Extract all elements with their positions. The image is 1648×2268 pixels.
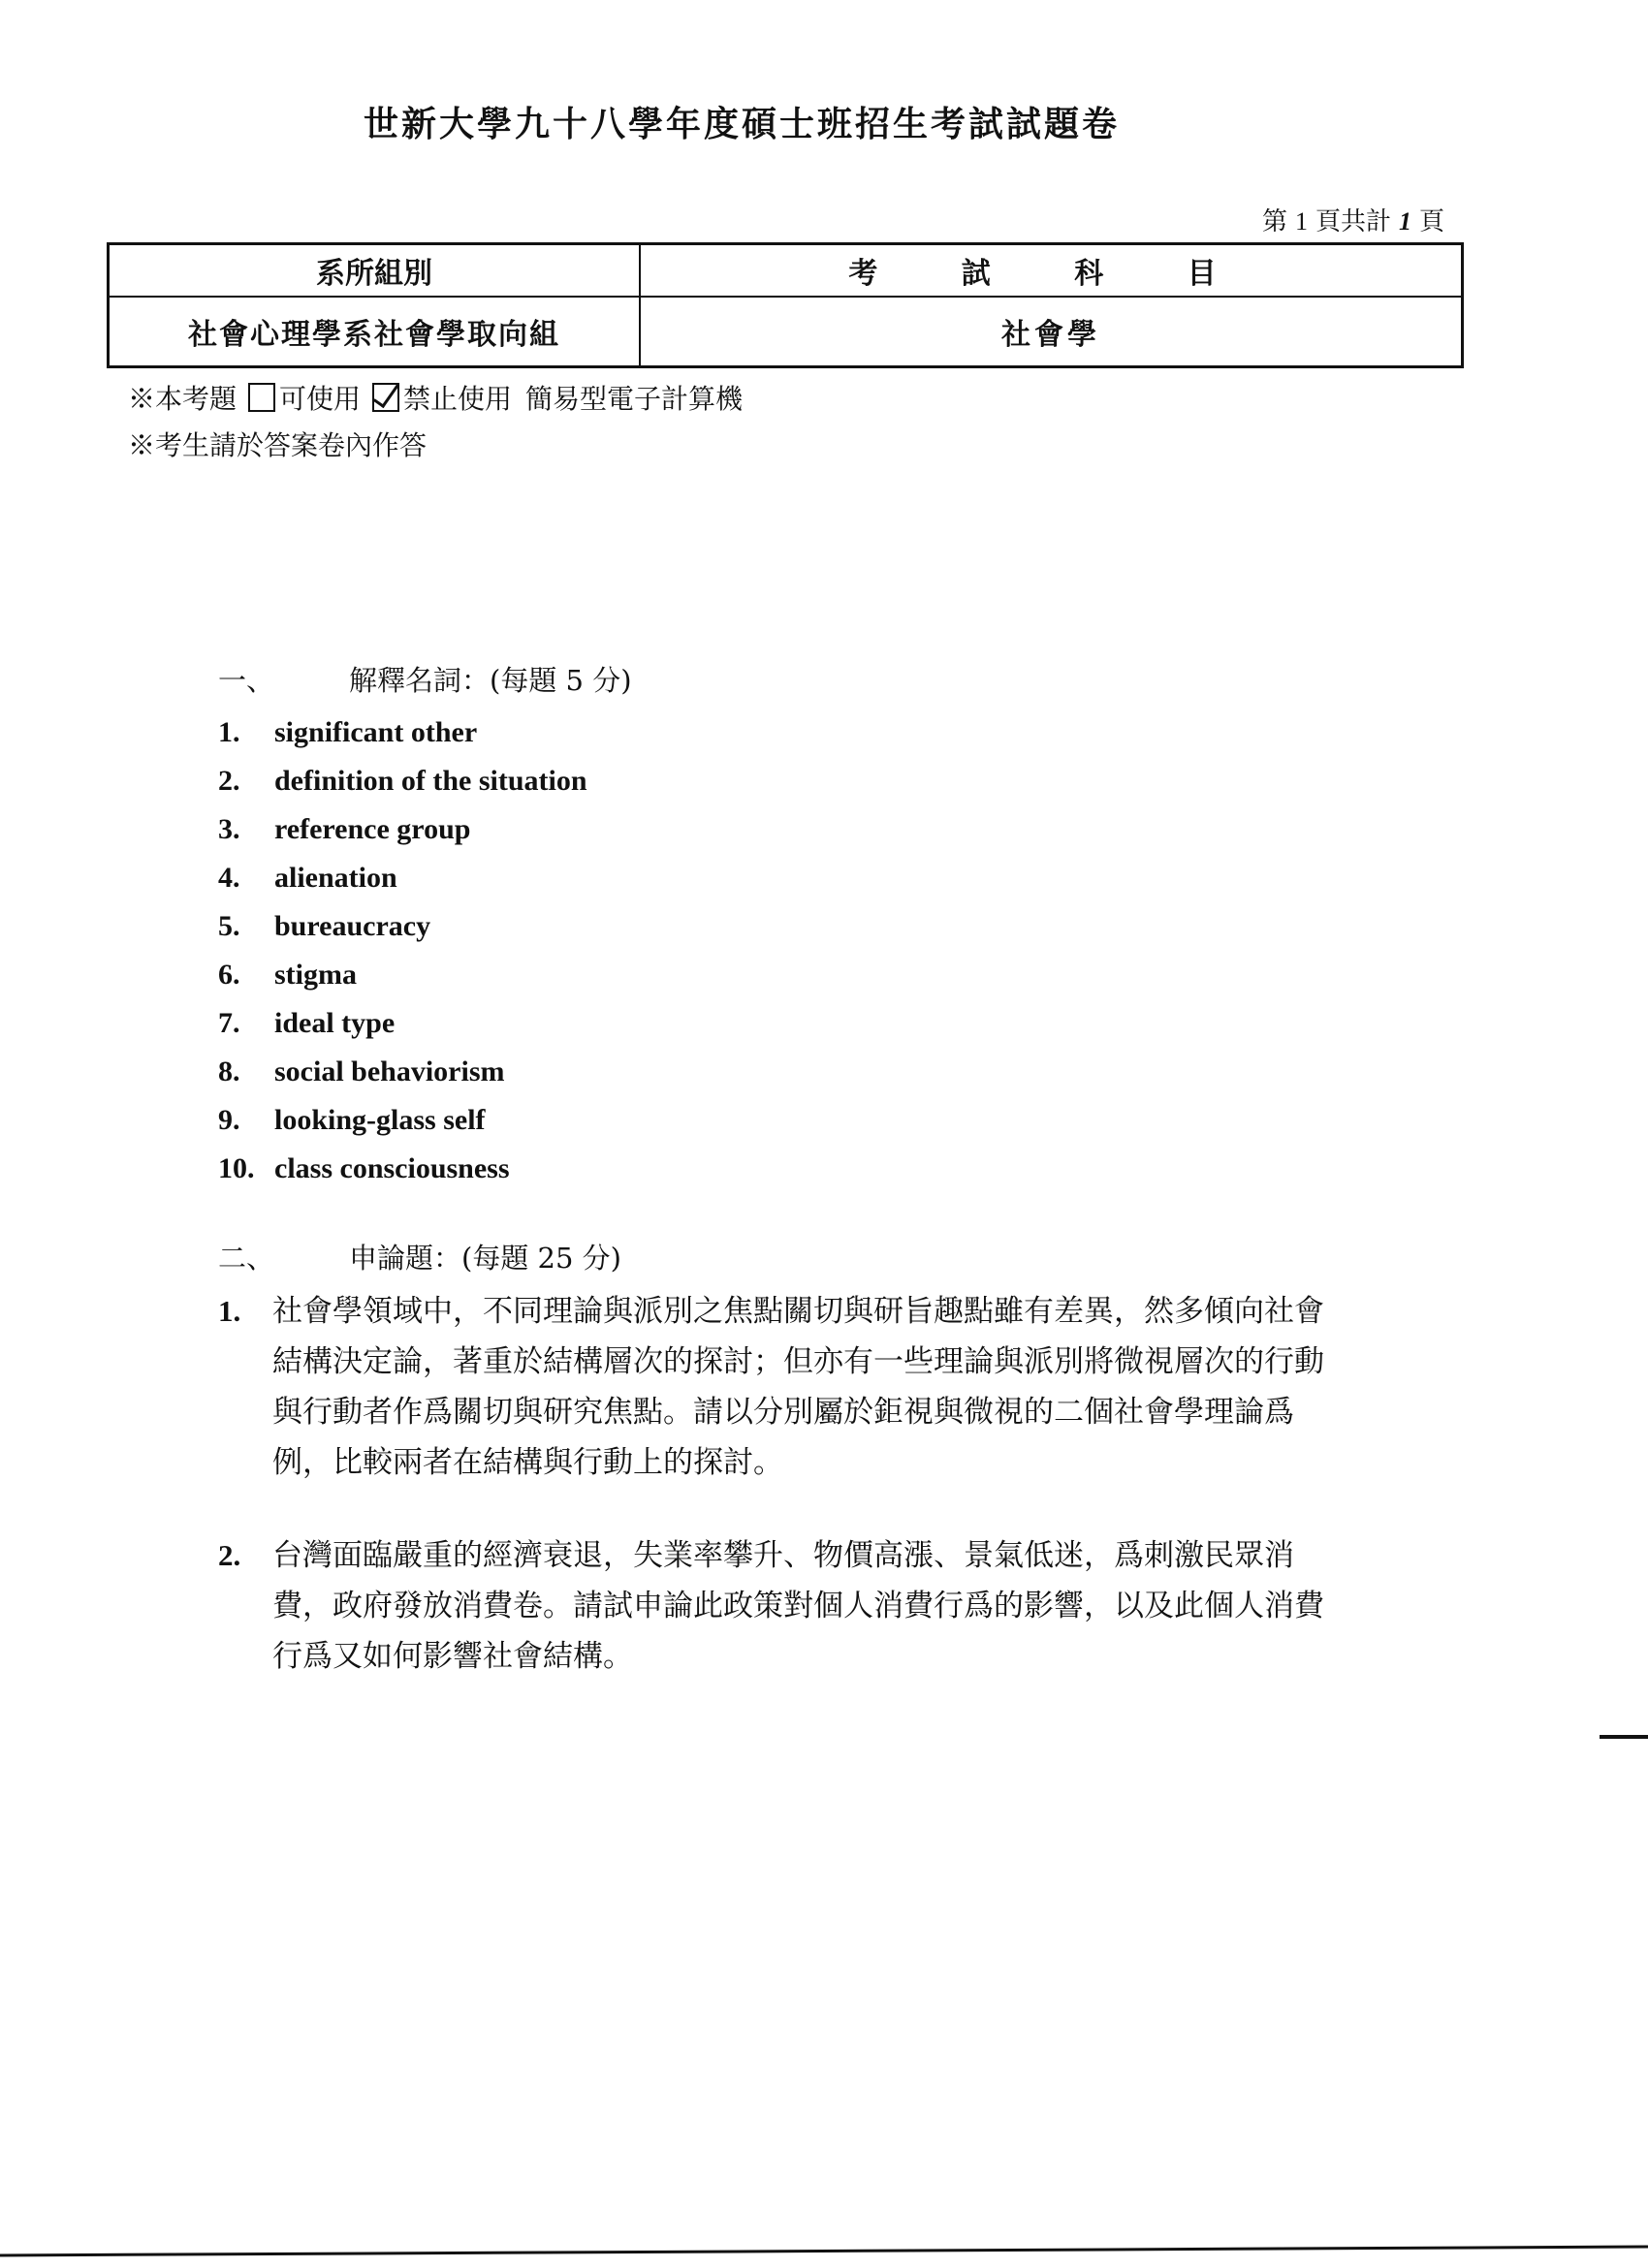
term-text: class consciousness [274,1152,510,1184]
section-definitions [218,659,632,1193]
forbidden-checkbox [372,383,399,412]
term-text: looking-glass self [274,1104,486,1136]
item-number: 1. [218,1294,241,1328]
item-number: 5. [218,910,240,942]
term-text: reference group [274,813,471,845]
term-text: alienation [274,862,397,894]
page-count [1262,202,1444,237]
exam-info-value-row [109,297,1463,367]
list-item [218,1530,1343,1682]
section-2-heading [218,1237,1343,1276]
page-middle: 頁共計 [1315,207,1391,236]
section-essays [218,1237,1343,1724]
term-text: definition of the situation [274,765,587,797]
exam-notes [128,376,743,469]
list-item [218,951,632,999]
dept-label: 系所組別 [109,244,641,298]
scan-bottom-line [0,2246,1648,2257]
list-item [218,999,632,1048]
scan-edge-mark [1600,1735,1648,1739]
list-item [218,709,632,757]
item-number: 10. [218,1152,255,1184]
page-number: 1 [1294,207,1308,236]
item-number: 7. [218,1007,240,1039]
item-number: 2. [218,765,240,797]
term-text: stigma [274,959,357,991]
item-number: 9. [218,1104,240,1136]
section-1-heading [218,659,632,699]
allowed-checkbox [248,383,275,412]
section-2-title: 申論題：(每題 25 分) [349,1242,621,1275]
list-item [218,1286,1343,1488]
page-total: 1 [1398,207,1411,236]
calculator-note [128,376,743,423]
item-number: 1. [218,716,240,748]
list-item [218,1048,632,1096]
section-1-title: 解釋名詞：(每題 5 分) [349,664,632,697]
section-1-numeral: 一、 [218,664,275,697]
item-number: 6. [218,959,240,991]
list-item [218,1145,632,1193]
page-title: 世新大學九十八學年度碩士班招生考試試題卷 [363,104,1120,144]
page-prefix: 第 [1261,207,1287,236]
subject-value: 社會學 [640,297,1463,367]
list-item [218,854,632,902]
item-number: 2. [218,1538,241,1572]
list-item [218,902,632,951]
term-text: bureaucracy [274,910,431,942]
answer-note: ※考生請於答案卷內作答 [128,429,428,461]
item-number: 4. [218,862,240,894]
essay-list [218,1286,1343,1682]
forbidden-label: 禁止使用 [403,383,513,415]
exam-info-header-row [109,244,1463,298]
calc-prefix: ※本考題 [128,383,238,415]
term-text: ideal type [274,1007,396,1039]
term-text: social behaviorism [274,1055,505,1087]
dept-value: 社會心理學系社會學取向組 [109,297,641,367]
list-item [218,757,632,805]
subject-label: 考 試 科 目 [640,244,1463,298]
list-item [218,1096,632,1145]
list-item [218,805,632,854]
allowed-label: 可使用 [279,383,362,415]
exam-info-table [107,242,1464,368]
term-text: significant other [274,716,478,748]
question-text: 台灣面臨嚴重的經濟衰退，失業率攀升、物價高漲、景氣低迷，爲刺激民眾消費，政府發放消費卷。請試申論此政策對個人消費行爲的影響，以及此個人消費行爲又如何影響社會結構。 [272,1538,1324,1674]
calculator-label: 簡易型電子計算機 [525,383,744,415]
question-text: 社會學領域中，不同理論與派別之焦點關切與研旨趣點雖有差異，然多傾向社會結構決定論，著重於結構層次的探討；但亦有一些理論與派別將微視層次的行動與行動者作爲關切與研究焦點。請以分別屬於鉅視與微視的二個社會學理論爲例，比較兩者在結構與行動上的探討。 [272,1294,1324,1480]
item-number: 8. [218,1055,240,1087]
section-2-numeral: 二、 [218,1242,275,1275]
item-number: 3. [218,813,240,845]
term-list [218,709,632,1193]
page-suffix: 頁 [1418,207,1444,236]
